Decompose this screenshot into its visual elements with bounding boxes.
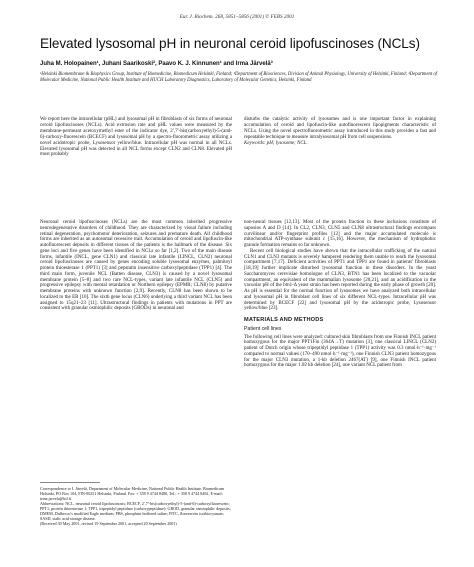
affiliations: ¹Helsinki Biomembrane & Biophysics Group, Institute of Biomedicine, Biomedicum Helsinki, Finland; ²Department of Biosciences, Division of Animal Physiology, University of Helsinki, Finland; ³Department of Molecular Medicine, National Public Health Institute and HUCH Laboratory Diagnostics, Laboratory of Molecular Genetics, Helsinki, Finland [40, 72, 437, 83]
subsection-heading: Patient cell lines [244, 325, 282, 332]
methods-paragraph: The following cell lines were analyzed: cultured skin fibroblasts from one Finnish INCL patient homozygous for the major PPT1Fin (364A→T) mutation [3], one classical LINCL (CLN2) patient of Dutch origin whose tripeptidyl peptidase 1 (TPP1) activity was 0.3 nmol·h⁻¹·mg⁻¹ compared to normal values (170–490 nmol·h⁻¹·mg⁻¹), one Finnish CLN3 patient homozygous for the major CLN3 mutation, a 1-kb deletion 2467(AT) [9], one Finnish INCL patient homozygous for the major 1.02 kb deletion [24], one variant NCL patient from [244, 334, 436, 369]
keywords: Keywords: pH; lysosome; NCL. [244, 140, 308, 146]
abstract-right [244, 117, 436, 147]
footnote-divider [40, 482, 100, 483]
correspondence-note: Correspondence to I. Järvelä, Department of Molecular Medicine, National Public Health Institute, Biomedicum Helsinki, PO Box 104, FIN-00251 Helsinki, Finland. Fax: + 358 9 4744 8480, Tel.: + 358 9 4744 8492, E-mail: irma.jarvela@ktl.fi [40, 486, 225, 501]
section-heading-methods: MATERIALS AND METHODS [244, 317, 324, 323]
body-paragraph: Recent cell biological studies have shown that the intracellular trafficking of the natural CLN1 and CLN3 mutants is severely hampered rendering them unable to reach the lysosomal compartment [7,17]. Deficient activities of PPT1 and TPP1 are found in patients' fibroblasts [18,19] further implicate disturbed lysosomal function in these disorders. In the yeast Saccharomyces cerevisiae homologue of CLN3, BTN1 has been localized to the vacuolar compartment, an equivalent of the mammalian lysosome [20,21], and an acidification in the vacuolar pH of the btn1-Δ yeast strain has been reported during the early phase of growth [20]. As pH is essential for the normal function of lysosomes we have analyzed both intracellular and lysosomal pH in fibroblast cell lines of six different NCL-types. Intracellular pH was determined by BCECF [22] and lysosomal pH by the acidotropic probe, Lysosensor yellow/blue [23]. [244, 248, 436, 312]
abstract-text-right: disturbs the catalytic activity of lysosomes and is one important factor in explaining accumulation of ceroid and lipofuscin-like autofluorescent lipopigments characteristic of NCLs. Using the novel spectrofluorometric assay introduced in this study provides a fast and repeatable technique to measure intralysosomal pH from cell suspensions. [244, 117, 436, 140]
article-title: Elevated lysosomal pH in neuronal ceroid lipofuscinoses (NCLs) [40, 36, 420, 51]
journal-header: Eur. J. Biochem. 268, 5851–5856 (2001) © FEBS 2001 [179, 14, 295, 20]
author-list: Juha M. Holopainen¹, Juhani Saarikoski², Paavo K. J. Kinnunen¹ and Irma Järvelä³ [40, 61, 273, 67]
abstract-left [40, 117, 232, 158]
abbreviations-note: Abbreviations: NCL, neuronal ceroid lipofuscinosis; BCECF, 2′,7′-bis(carboxyethyl)-5-(and-6)-carboxyfluorescein; PPT1, protein thioesterase 1; TPP1, tripeptidyl peptidase (carboxypeptidase); GROD, granular osmiophilic deposits; DMEM, Dulbecco's modified Eagle medium; PBS, phosphate buffered saline; FITC, fluorescein isothiocyanate; SASD, sialic acid storage disease. [40, 500, 231, 521]
body-paragraph: Neuronal ceroid lipofuscinoses (NCLs) are the most common inherited progressive neurodegenerative disorders of childhood. They are characterized by visual failure including retinal degeneration, psychomotor deterioration, seizures and premature death. All childhood forms are inherited as an autosomal recessive trait. Accumulation of ceroid and lipofuscin-like autofluorescent deposits in different tissues of the patients is the hallmark of the disease. Six gene loci and five genes have been identified in NCLs so far [1,2]. Two of the main disease forms, infantile (INCL, gene CLN1) and classical late infantile (LINCL, CLN2) neuronal ceroid lipofuscinoses are caused by genes encoding soluble lysosomal enzymes, palmitoyl protein thioesterase 1 (PPT1) [3] and pepstatin insensitive carboxylpeptidase (TPP1) [4]. The third main form, juvenile NCL (Batten disease, CLN3) is caused by a novel lysosomal membrane protein [5–8] and two rare NCL-types, variant late infantile NCL (CLN5) and progressive epilepsy with mental retardation or Northern epilepsy (EPMR; CLN8) by putative membrane proteins with unknown function [2,9]. Recently, CLN8 has been shown to be localized to the ER [10]. The sixth gene locus (CLN6) underlying a third variant NCL has been assigned to 15q21–23 [11]. Ultrastructural findings in patients with mutations in PPT are consistent with granular osmiophilic deposits (GRODs) in neuronal and [40, 220, 232, 312]
abstract-text-left: We report here the intracellular (pHL) and lysosomal pH in fibroblasts of six forms of neuronal ceroid lipofuscinoses (NCLs). Acid extrusion rate and pHL values were measured by the membrane-permeant acetoxymethyl ester of the indicator dye, 2′,7′-bis(carboxyethyl)-5-(and-6)-carboxy-fluorescein (BCECF) and lysosomal pH by a spectro-fluorometric assay utilizing a novel acidotropic probe, Lysosensor yellow/blue. Intracellular pH was normal in all NCLs. Elevated lysosomal pH was detected in all NCL forms except CLN2 and CLN8. Elevated pH most probably [40, 117, 232, 158]
received-note: (Received 30 May 2001, revised 19 September 2001, accepted 20 September 2001) [40, 520, 177, 526]
body-column-left [40, 220, 232, 312]
body-column-right [244, 220, 436, 369]
body-paragraph: non-neural tissues [12,13]. Most of the protein fraction in these inclusions constitute of saposins A and D [14]. In CL2, CLN3, CLN5 and CLN8 ultrastructural findings encompass curvilinear and/or fingerprint profiles [12] and the major accumulated molecule is mitochondrial ATP-synthase subunit c [15,16]. However, the mechanism of hydrophobic granule formation remains so far unknown. [244, 220, 436, 248]
footnotes [40, 487, 232, 527]
